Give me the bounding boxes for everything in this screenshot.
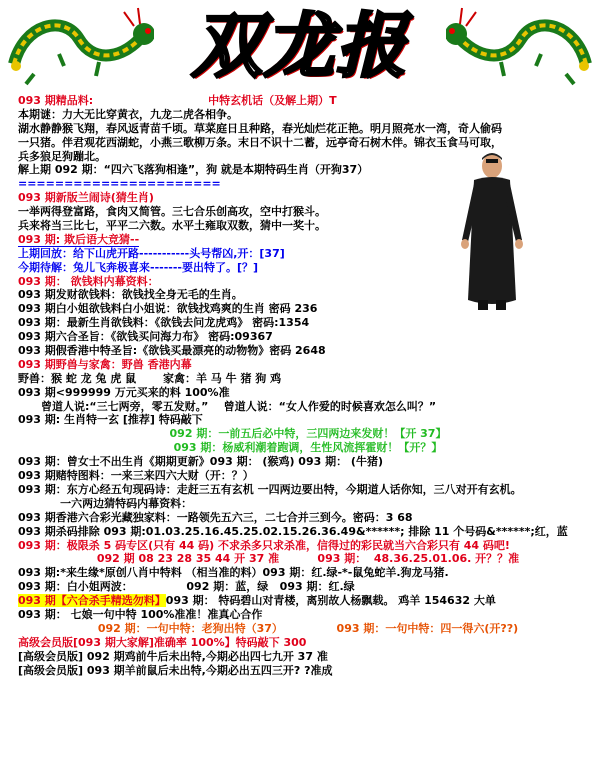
line-39: 092 期：一句中特：老狗出特（37） 093 期：一句中特：四一得六(开??) bbox=[97, 621, 519, 635]
line-31: 093 期香港六合彩光藏独家料：一路领先五六三，二七合并三到今。密码：3 68 bbox=[18, 510, 413, 524]
line-25: 092 期：一前五后必中特，三四两边来发财！【开 37】 bbox=[169, 427, 447, 441]
content-area bbox=[18, 94, 598, 677]
banner bbox=[0, 0, 600, 92]
line-30: 一六两边猜特码内幕资料： bbox=[18, 496, 193, 510]
line-29: 093 期：东方心经五句现码诗：走赶三五有玄机 一四两边要出特，今期道人话你知，三八对开有玄机。 bbox=[18, 482, 522, 496]
line-33: 093 期：极限杀 5 码专区(只有 44 码) 不求杀多只求杀准，信得过的彩民就当六合彩只有 44 码吧! bbox=[18, 538, 510, 552]
line-12: 上期回放：给下山虎开路-----------头号帮凶,开：[37] bbox=[18, 246, 285, 260]
line-20: 093 期野兽与家禽：野兽 香港内幕 bbox=[18, 357, 192, 371]
dragon-left-icon bbox=[4, 4, 154, 88]
line-18: 093 期六合圣旨：《欲钱买问海力布》 密码:09367 bbox=[18, 330, 273, 344]
dragon-right-icon bbox=[446, 4, 596, 88]
line-8: 093 期新版兰闹诗(猜生肖) bbox=[18, 191, 154, 205]
line-4: 一只猪。伴君观花西湖蛇，小燕三歌柳万条。末日不识十二蓄，远亭奇石树木伴。锦衣玉食马可取， bbox=[18, 135, 502, 149]
line-27: 093 期：曾女士不出生肖《期期更新》093 期： (猴鸡) 093 期： (牛猪) bbox=[18, 455, 383, 469]
line-5: 兵多狼足狗蹦北。 bbox=[18, 149, 106, 163]
line-22: 093 期<999999 万元买来的料 100%准 bbox=[18, 385, 230, 399]
line-13: 今期待解：兔儿飞奔极喜来-------要出特了。[？] bbox=[18, 260, 259, 274]
line-10: 兵来将当三比七，平平二六数。水平土雍取双数，猜中一奖十。 bbox=[18, 219, 326, 233]
line-26: 093 期：杨威利潮着跑调，生性风流挥霍财！【开？】 bbox=[173, 441, 443, 455]
divider: ====================== bbox=[18, 177, 221, 191]
line-32: 093 期杀码排除 093 期:01.03.25.16.45.25.02.15.26.36.49&******; 排除 11 个号码&******;红，蓝 bbox=[18, 524, 568, 538]
line-14: 093 期： 欲钱料内幕资料： bbox=[18, 274, 159, 288]
line-34: 092 期 08 23 28 35 44 开 37 准 093 期： 48.36.25.01.06. 开？？准 bbox=[96, 552, 520, 566]
line-37: 093 期【六合杀手精选勿料】093 期： 特码碧山对青楼，离别故人杨飘载。 鸡羊 154632 大单 bbox=[18, 594, 496, 608]
line-16: 093 期白小姐欲钱料白小姐说：欲钱找鸡爽的生肖 密码 236 bbox=[18, 302, 318, 316]
line-35: 093 期:*来生缘*原创八肖中特料 （相当准的料）093 期：红.绿-*-鼠兔蛇羊.狗龙马猪. bbox=[18, 566, 449, 580]
line-28: 093 期赌特图料：一来三来四六大财（开：？） bbox=[18, 469, 254, 483]
line-41: [高级会员版] 092 期鸡前牛后未出特,今期必出四七九开 37 准 bbox=[18, 649, 328, 663]
line-23: 曾道人说:“三七两旁，零五发财。” 曾道人说：“女人作爱的时候喜欢怎么叫？” bbox=[18, 399, 437, 413]
banner-title: 双龙报 bbox=[192, 4, 408, 87]
line-17: 093 期：最新生肖欲钱料：《欲钱去问龙虎鸡》 密码:1354 bbox=[18, 316, 310, 330]
line-24: 093 期: 生肖特一玄 [推荐] 特码敲下 bbox=[18, 413, 203, 427]
line-42: [高级会员版] 093 期羊前鼠后未出特,今期必出五四三开? ?准成 bbox=[18, 663, 333, 677]
line-9: 一举两得登富路，食肉又简管。三七合乐创高攻，空中打猴斗。 bbox=[18, 205, 326, 219]
line-3: 湖水静静猴飞翔，春风返青苗千顷。草菜庭日且种路，春光灿烂花正艳。明月照亮水一湾，奇人偷码 bbox=[18, 121, 502, 135]
line-1: 093 期精品料: 中特玄机话（及解上期）T bbox=[18, 94, 337, 107]
line-6: 解上期 092 期：“四六飞落狗相逢”，狗 就是本期特码生肖（开狗37） bbox=[18, 163, 369, 177]
line-38: 093 期： 七娘一句中特 100%准准！准真心合作 bbox=[18, 607, 263, 621]
line-2: 本期谜：力大无比穿黄衣，九龙二虎各相争。 bbox=[18, 107, 238, 121]
line-36: 093 期：白小姐两波： 092 期：蓝，绿 093 期：红.绿 bbox=[18, 580, 355, 594]
line-40: 高级会员版[093 期大家解]准确率 100%】特码敲下 300 bbox=[18, 635, 307, 649]
line-15: 093 期发财欲钱料：欲钱找全身无毛的生肖。 bbox=[18, 288, 243, 302]
line-11: 093 期: 欺后语大竞猜-- bbox=[18, 233, 598, 247]
line-21: 野兽：猴 蛇 龙 兔 虎 鼠 家禽：羊 马 牛 猪 狗 鸡 bbox=[18, 371, 282, 385]
line-19: 093 期假香港中特圣旨:《欲钱买最漂亮的动物物》密码 2648 bbox=[18, 344, 326, 358]
